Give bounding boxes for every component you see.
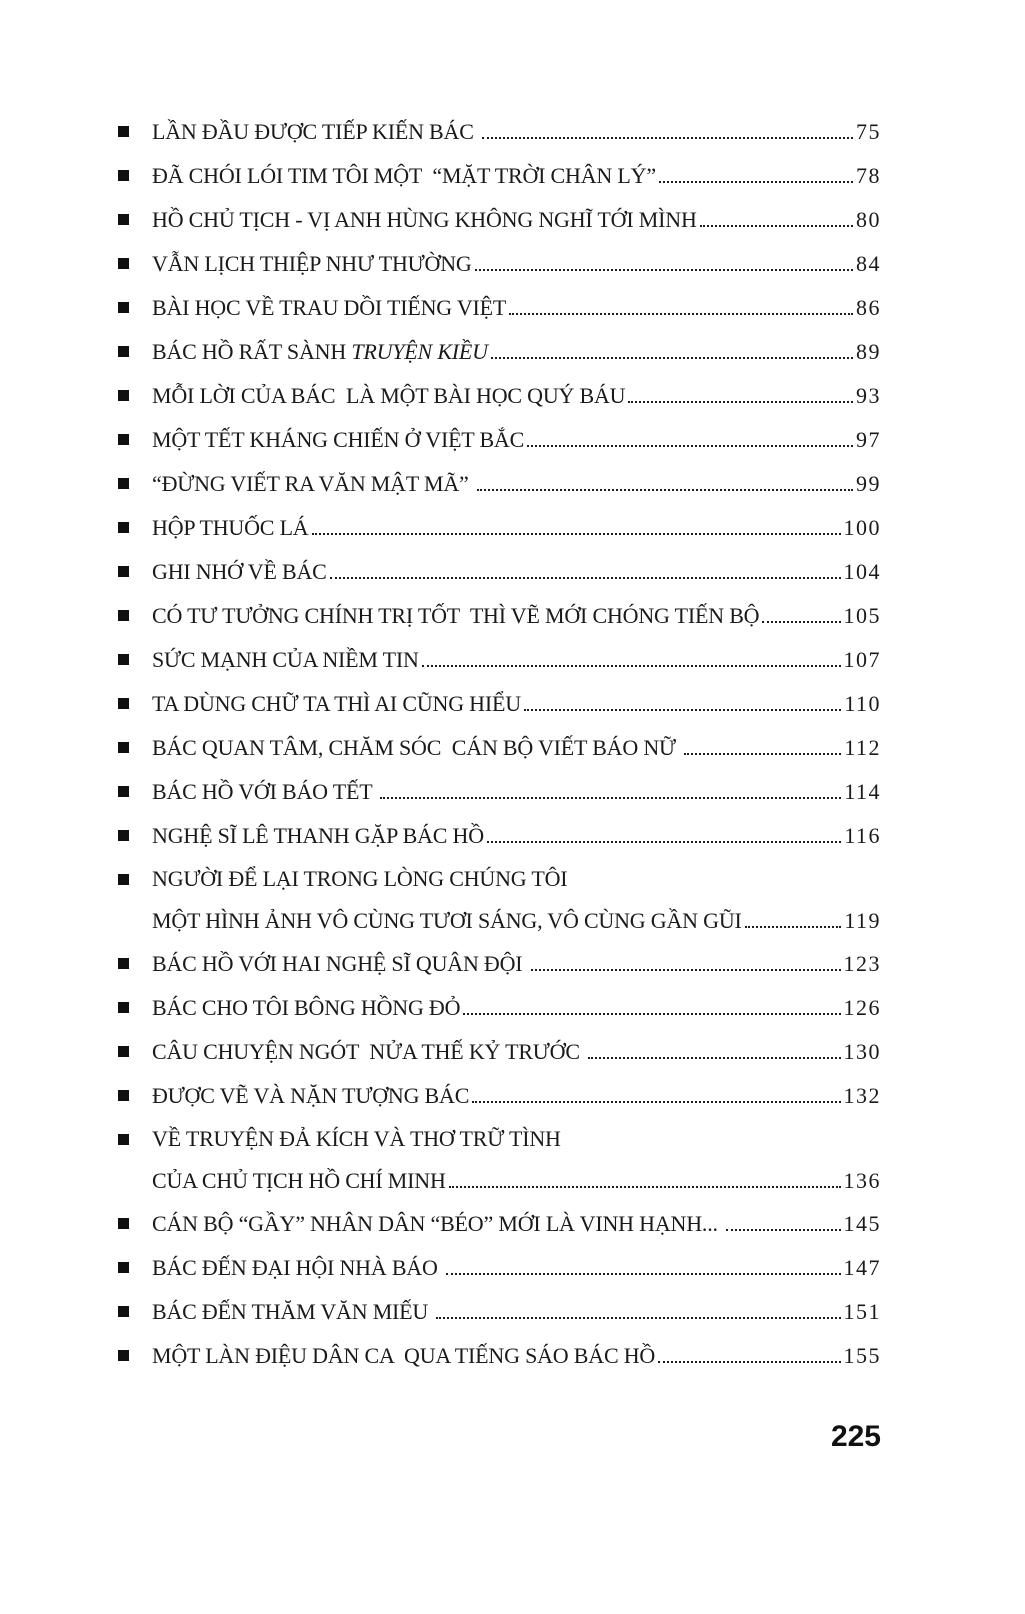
toc-entry-title-italic: TRUYỆN KIỀU [351,339,488,364]
bullet-square-icon [118,742,129,753]
toc-entry-title-line1: VỀ TRUYỆN ĐẢ KÍCH VÀ THƠ TRỮ TÌNH [152,1126,561,1151]
toc-entry [118,330,881,374]
toc-entry-main-line [152,110,881,154]
toc-entry-main-line [152,462,881,506]
toc-entry-main-line [152,942,881,986]
toc-entry-title: BÁC HỒ VỚI BÁO TẾT [152,779,378,804]
page-number: 225 [830,1420,881,1453]
toc-entry-body [152,374,881,418]
toc-entry-main-line [152,154,881,198]
toc-entry-title: HỒ CHỦ TỊCH - VỊ ANH HÙNG KHÔNG NGHĨ TỚI MÌNH [152,207,697,232]
toc-entry-main-line [152,1160,881,1202]
toc-entry-body [152,462,881,506]
bullet-square-icon [118,786,129,797]
toc-entry-body [152,858,881,942]
toc-entry-page-number: 86 [856,295,881,320]
toc-entry-title: HỘP THUỐC LÁ [152,515,309,540]
toc-entry-body [152,242,881,286]
toc-entry-title: BÁC HỒ VỚI HAI NGHỆ SĨ QUÂN ĐỘI [152,951,528,976]
toc-entry-page-number: 84 [856,251,881,276]
toc-entry-main-line [152,682,881,726]
toc-entry [118,374,881,418]
toc-entry [118,638,881,682]
toc-entry-page-number: 119 [844,908,881,933]
dot-leader [588,1057,840,1059]
toc-entry-title: CỦA CHỦ TỊCH HỒ CHÍ MINH [152,1168,446,1193]
toc-entry-page-number: 145 [843,1211,881,1236]
toc-entry-page-number: 89 [856,339,881,364]
bullet-square-icon [118,654,129,665]
bullet-square-icon [118,1134,129,1145]
dot-leader [726,1229,840,1231]
toc-entry [118,986,881,1030]
toc-entry-page-number: 151 [843,1299,881,1324]
toc-entry-main-line [152,330,881,374]
toc-entry-page-number: 78 [856,163,881,188]
toc-entry-body [152,1290,881,1334]
dot-leader [628,401,853,403]
dot-leader [436,1317,840,1319]
toc-entry-page-number: 75 [856,119,881,144]
toc-entry-body [152,986,881,1030]
dot-leader [509,313,853,315]
toc-entry [118,814,881,858]
toc-entry-title: NGHỆ SĨ LÊ THANH GẶP BÁC HỒ [152,823,484,848]
toc-entry-title: LẦN ĐẦU ĐƯỢC TIẾP KIẾN BÁC [152,119,479,144]
bullet-square-icon [118,346,129,357]
dot-leader [477,489,853,491]
toc-entry-body [152,418,881,462]
toc-entry-main-line [152,242,881,286]
bullet-square-icon [118,478,129,489]
toc-entry-page-number: 130 [843,1039,881,1064]
toc-entry-body [152,814,881,858]
dot-leader [524,709,841,711]
toc-entry-page-number: 123 [843,951,881,976]
dot-leader [487,841,841,843]
toc-entry-body [152,330,881,374]
bullet-square-icon [118,566,129,577]
dot-leader [446,1273,841,1275]
toc-entry-title: BÁC ĐẾN ĐẠI HỘI NHÀ BÁO [152,1255,443,1280]
bullet-square-icon [118,1306,129,1317]
toc-entry-title: VẪN LỊCH THIỆP NHƯ THƯỜNG [152,251,472,276]
toc-entry-main-line [152,770,881,814]
toc-entry [118,462,881,506]
toc-entry-title: BÁC HỒ RẤT SÀNH [152,339,352,364]
toc-entry-page-number: 93 [856,383,881,408]
toc-entry-main-line [152,1074,881,1118]
bullet-square-icon [118,434,129,445]
toc-entry-title: ĐƯỢC VẼ VÀ NẶN TƯỢNG BÁC [152,1083,470,1108]
dot-leader [658,1361,840,1363]
toc-entry-page-number: 112 [844,735,881,760]
dot-leader [659,181,853,183]
toc-entry-main-line [152,1202,881,1246]
toc-entry-title: BÁC QUAN TÂM, CHĂM SÓC CÁN BỘ VIẾT BÁO NỮ [152,735,682,760]
toc-entry-main-line [152,814,881,858]
dot-leader [475,269,853,271]
toc-entry [118,110,881,154]
toc-entry [118,858,881,942]
toc-entry-page-number: 147 [843,1255,881,1280]
toc-entry-main-line [152,638,881,682]
toc-entry [118,242,881,286]
toc-entry-body [152,286,881,330]
dot-leader [482,137,853,139]
toc-entry-body [152,550,881,594]
toc-entry-page-number: 104 [843,559,881,584]
dot-leader [380,797,841,799]
toc-list [118,110,881,1378]
dot-leader [330,577,841,579]
toc-entry [118,198,881,242]
toc-entry-title: MỖI LỜI CỦA BÁC LÀ MỘT BÀI HỌC QUÝ BÁU [152,383,626,408]
bullet-square-icon [118,874,129,885]
toc-entry-main-line [152,550,881,594]
toc-entry [118,1030,881,1074]
toc-entry-title: MỘT TẾT KHÁNG CHIẾN Ở VIỆT BẮC [152,427,525,452]
toc-entry-main-line [152,986,881,1030]
toc-entry-main-line [152,1246,881,1290]
toc-entry [118,154,881,198]
toc-entry-body [152,1074,881,1118]
dot-leader [472,1101,840,1103]
toc-entry-body [152,1246,881,1290]
toc-entry-title: CÓ TƯ TƯỞNG CHÍNH TRỊ TỐT THÌ VẼ MỚI CHÓNG TIẾN BỘ [152,603,760,628]
dot-leader [491,357,853,359]
toc-entry-body [152,638,881,682]
toc-entry-title: BÁC ĐẾN THĂM VĂN MIẾU [152,1299,434,1324]
toc-entry-page-number: 110 [844,691,881,716]
bullet-square-icon [118,830,129,841]
dot-leader [463,1013,840,1015]
toc-entry-title: MỘT LÀN ĐIỆU DÂN CA QUA TIẾNG SÁO BÁC HỒ [152,1343,656,1368]
toc-entry-title: “ĐỪNG VIẾT RA VĂN MẬT MÃ” [152,471,474,496]
toc-entry-body [152,942,881,986]
dot-leader [449,1186,841,1188]
toc-entry-page-number: 99 [856,471,881,496]
toc-entry-page-number: 100 [843,515,881,540]
dot-leader [745,926,842,928]
toc-entry-page-number: 116 [844,823,881,848]
bullet-square-icon [118,958,129,969]
toc-entry-title: SỨC MẠNH CỦA NIỀM TIN [152,647,419,672]
toc-entry-body [152,154,881,198]
toc-entry-main-line [152,900,881,942]
toc-entry-main-line [152,1290,881,1334]
dot-leader [422,665,841,667]
toc-entry-body [152,110,881,154]
toc-entry [118,594,881,638]
bullet-square-icon [118,522,129,533]
toc-entry [118,942,881,986]
dot-leader [527,445,853,447]
toc-entry-body [152,1202,881,1246]
toc-entry-body [152,682,881,726]
toc-entry [118,1202,881,1246]
toc-entry [118,506,881,550]
toc-entry-body [152,1118,881,1202]
toc-entry [118,1118,881,1202]
toc-entry-main-line [152,1030,881,1074]
toc-entry [118,1246,881,1290]
toc-entry-title: BÁC CHO TÔI BÔNG HỒNG ĐỎ [152,995,461,1020]
toc-entry-body [152,506,881,550]
toc-entry [118,1074,881,1118]
bullet-square-icon [118,214,129,225]
toc-entry-page-number: 155 [843,1343,881,1368]
bullet-square-icon [118,390,129,401]
toc-entry [118,1290,881,1334]
toc-entry-main-line [152,506,881,550]
toc-entry-page-number: 126 [843,995,881,1020]
toc-entry-title: CÂU CHUYỆN NGÓT NỬA THẾ KỶ TRƯỚC [152,1039,586,1064]
toc-entry-body [152,1030,881,1074]
dot-leader [684,753,841,755]
toc-entry-body [152,770,881,814]
toc-entry [118,682,881,726]
bullet-square-icon [118,1046,129,1057]
bullet-square-icon [118,610,129,621]
toc-entry-title-line1: NGƯỜI ĐỂ LẠI TRONG LÒNG CHÚNG TÔI [152,866,568,891]
bullet-square-icon [118,1002,129,1013]
toc-entry [118,418,881,462]
toc-entry-page-number: 114 [844,779,881,804]
toc-entry-main-line [152,1334,881,1378]
toc-entry-title: ĐÃ CHÓI LÓI TIM TÔI MỘT “MẶT TRỜI CHÂN LÝ” [152,163,656,188]
bullet-square-icon [118,1218,129,1229]
dot-leader [700,225,853,227]
toc-entry-body [152,1334,881,1378]
toc-entry [118,286,881,330]
toc-entry-page-number: 107 [843,647,881,672]
toc-entry-title: GHI NHỚ VỀ BÁC [152,559,327,584]
dot-leader [762,621,840,623]
toc-entry-main-line [152,594,881,638]
toc-entry-main-line [152,418,881,462]
bullet-square-icon [118,302,129,313]
toc-entry-main-line [152,286,881,330]
bullet-square-icon [118,698,129,709]
dot-leader [531,969,841,971]
bullet-square-icon [118,126,129,137]
toc-entry-title: MỘT HÌNH ẢNH VÔ CÙNG TƯƠI SÁNG, VÔ CÙNG GẦN GŨI [152,908,742,933]
dot-leader [312,533,841,535]
toc-entry-main-line [152,198,881,242]
toc-entry-body [152,726,881,770]
bullet-square-icon [118,1262,129,1273]
toc-entry-page-number: 136 [843,1168,881,1193]
bullet-square-icon [118,170,129,181]
toc-entry-title: BÀI HỌC VỀ TRAU DỒI TIẾNG VIỆT [152,295,507,320]
toc-entry [118,1334,881,1378]
toc-entry-body [152,594,881,638]
toc-entry [118,770,881,814]
toc-entry-page-number: 132 [843,1083,881,1108]
toc-entry [118,726,881,770]
toc-entry-page-number: 97 [856,427,881,452]
toc-entry-main-line [152,726,881,770]
toc-entry-main-line [152,374,881,418]
toc-entry-title: TA DÙNG CHỮ TA THÌ AI CŨNG HIỂU [152,691,521,716]
toc-entry-body [152,198,881,242]
toc-entry-page-number: 105 [843,603,881,628]
bullet-square-icon [118,1090,129,1101]
bullet-square-icon [118,1350,129,1361]
bullet-square-icon [118,258,129,269]
toc-entry-page-number: 80 [856,207,881,232]
toc-entry-title: CÁN BỘ “GẦY” NHÂN DÂN “BÉO” MỚI LÀ VINH HẠNH... [152,1211,724,1236]
toc-entry [118,550,881,594]
